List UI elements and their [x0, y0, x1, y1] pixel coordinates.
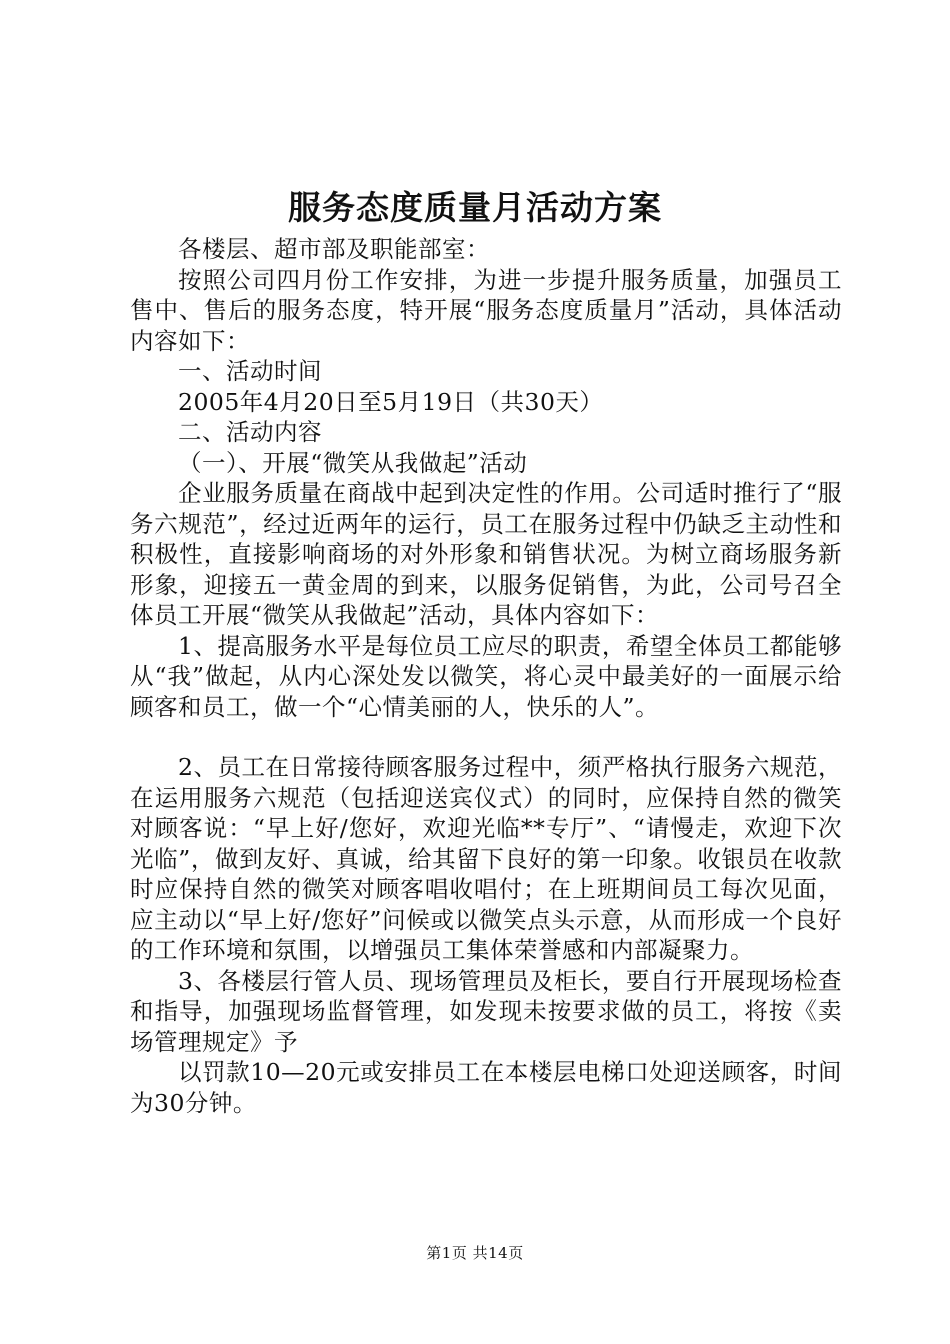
- paragraph-gap: [130, 722, 842, 752]
- item-1-paragraph: 1、提高服务水平是每位员工应尽的职责，希望全体员工都能够从“我”做起，从内心深处发以微笑，将心灵中最美好的一面展示给顾客和员工，做一个“心情美丽的人，快乐的人”。: [130, 631, 842, 721]
- page-number-footer: 第1页 共14页: [426, 1244, 524, 1262]
- document-body: [130, 234, 842, 1118]
- intro-paragraph: 按照公司四月份工作安排，为进一步提升服务质量，加强员工售中、售后的服务态度，特开展“服务态度质量月”活动，具体活动内容如下：: [130, 265, 842, 355]
- activity-dates: 2005年4月20日至5月19日（共30天）: [178, 387, 604, 416]
- section-heading-content: 二、活动内容: [178, 418, 322, 446]
- item-3-paragraph: 3、各楼层行管人员、现场管理员及柜长，要自行开展现场检查和指导，加强现场监督管理，如发现未按要求做的员工，将按《卖场管理规定》予: [130, 966, 842, 1056]
- salutation-paragraph: 各楼层、超市部及职能部室：: [178, 235, 490, 263]
- penalty-paragraph: 以罚款10—20元或安排员工在本楼层电梯口处迎送顾客，时间为30分钟。: [130, 1058, 842, 1117]
- smile-activity-paragraph: 企业服务质量在商战中起到决定性的作用。公司适时推行了“服务六规范”，经过近两年的运行，员工在服务过程中仍缺乏主动性和积极性，直接影响商场的对外形象和销售状况。为树立商场服务新形象，迎接五一黄金周的到来，以服务促销售，为此，公司号召全体员工开展“微笑从我做起”活动，具体内容如下：: [130, 479, 842, 629]
- subsection-heading-smile: （一）、开展“微笑从我做起”活动: [178, 448, 528, 477]
- item-2-paragraph: 2、员工在日常接待顾客服务过程中，须严格执行服务六规范，在运用服务六规范（包括迎送宾仪式）的同时，应保持自然的微笑对顾客说：“早上好/您好，欢迎光临**专厅”、“请慢走，欢迎下次光临”，做到友好、真诚，给其留下良好的第一印象。收银员在收款时应保持自然的微笑对顾客唱收唱付；在上班期间员工每次见面，应主动以“早上好/您好”问候或以微笑点头示意，从而形成一个良好的工作环境和氛围，以增强员工集体荣誉感和内部凝聚力。: [130, 753, 842, 964]
- document-title: 服务态度质量月活动方案: [288, 188, 662, 227]
- section-heading-time: 一、活动时间: [178, 357, 322, 385]
